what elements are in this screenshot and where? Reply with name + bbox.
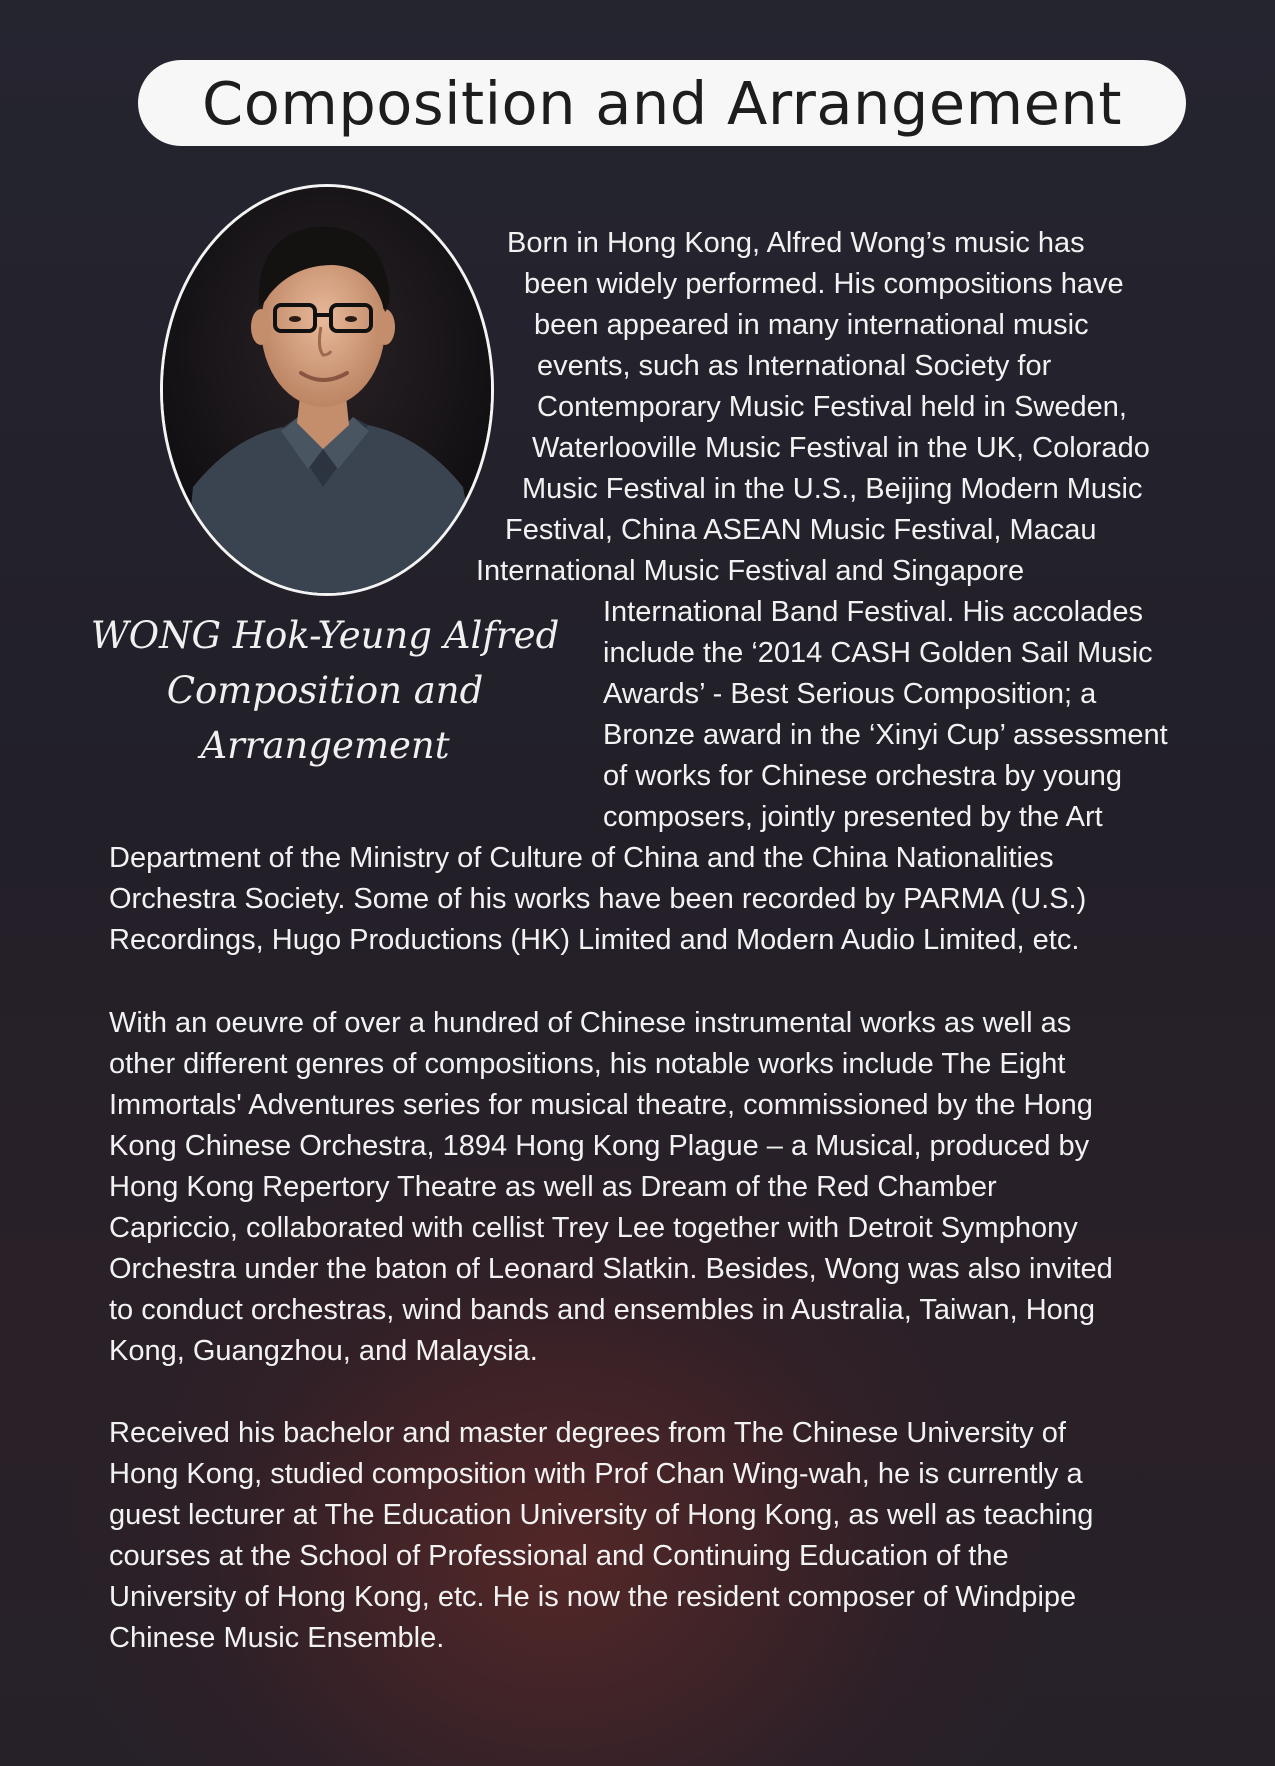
bio-line: Immortals' Adventures series for musical theatre, commissioned by the Hong	[109, 1089, 1093, 1121]
portrait-photo	[160, 184, 494, 596]
bio-line: courses at the School of Professional and Continuing Education of the	[109, 1540, 1009, 1572]
bio-line: of works for Chinese orchestra by young	[603, 760, 1123, 792]
title-banner	[138, 60, 1186, 146]
bio-line: events, such as International Society for	[537, 350, 1052, 382]
bio-line: other different genres of compositions, his notable works include The Eight	[109, 1048, 1066, 1080]
bio-line: Bronze award in the ‘Xinyi Cup’ assessment	[603, 719, 1168, 751]
portrait-caption	[60, 608, 590, 773]
bio-line: Music Festival in the U.S., Beijing Modern Music	[522, 473, 1143, 505]
bio-line: Kong Chinese Orchestra, 1894 Hong Kong Plague – a Musical, produced by	[109, 1130, 1090, 1162]
bio-line: been widely performed. His compositions have	[524, 268, 1124, 300]
portrait-illustration	[163, 187, 491, 593]
bio-line: Hong Kong Repertory Theatre as well as Dream of the Red Chamber	[109, 1171, 997, 1203]
bio-line: Awards’ - Best Serious Composition; a	[603, 678, 1097, 710]
caption-role-line-2: Arrangement	[200, 724, 450, 767]
bio-line: Waterlooville Music Festival in the UK, Colorado	[532, 432, 1150, 464]
bio-line: include the ‘2014 CASH Golden Sail Music	[603, 637, 1153, 669]
bio-line: International Band Festival. His accolades	[603, 596, 1144, 628]
caption-role-line-1: Composition and	[166, 669, 484, 712]
bio-line: Festival, China ASEAN Music Festival, Macau	[505, 514, 1097, 546]
bio-line: With an oeuvre of over a hundred of Chinese instrumental works as well as	[109, 1007, 1072, 1039]
bio-line: composers, jointly presented by the Art	[603, 801, 1103, 833]
bio-line: to conduct orchestras, wind bands and ensembles in Australia, Taiwan, Hong	[109, 1294, 1096, 1326]
bio-line: Recordings, Hugo Productions (HK) Limited and Modern Audio Limited, etc.	[109, 924, 1080, 956]
bio-line: Hong Kong, studied composition with Prof Chan Wing-wah, he is currently a	[109, 1458, 1083, 1490]
caption-name: WONG Hok-Yeung Alfred	[90, 614, 560, 657]
bio-line: Orchestra under the baton of Leonard Slatkin. Besides, Wong was also invited	[109, 1253, 1113, 1285]
bio-line: Orchestra Society. Some of his works have been recorded by PARMA (U.S.)	[109, 883, 1087, 915]
bio-line: Contemporary Music Festival held in Sweden,	[537, 391, 1127, 423]
bio-line: Department of the Ministry of Culture of China and the China Nationalities	[109, 842, 1054, 874]
bio-line: Kong, Guangzhou, and Malaysia.	[109, 1335, 538, 1367]
bio-line: Received his bachelor and master degrees from The Chinese University of	[109, 1417, 1066, 1449]
bio-line: been appeared in many international music	[534, 309, 1089, 341]
bio-line: Chinese Music Ensemble.	[109, 1622, 445, 1654]
bio-line: guest lecturer at The Education University of Hong Kong, as well as teaching	[109, 1499, 1094, 1531]
bio-line: Capriccio, collaborated with cellist Trey Lee together with Detroit Symphony	[109, 1212, 1078, 1244]
page-title: Composition and Arrangement	[202, 68, 1122, 138]
bio-line: Born in Hong Kong, Alfred Wong’s music has	[507, 227, 1085, 259]
bio-line: University of Hong Kong, etc. He is now the resident composer of Windpipe	[109, 1581, 1077, 1613]
bio-line: International Music Festival and Singapore	[476, 555, 1025, 587]
